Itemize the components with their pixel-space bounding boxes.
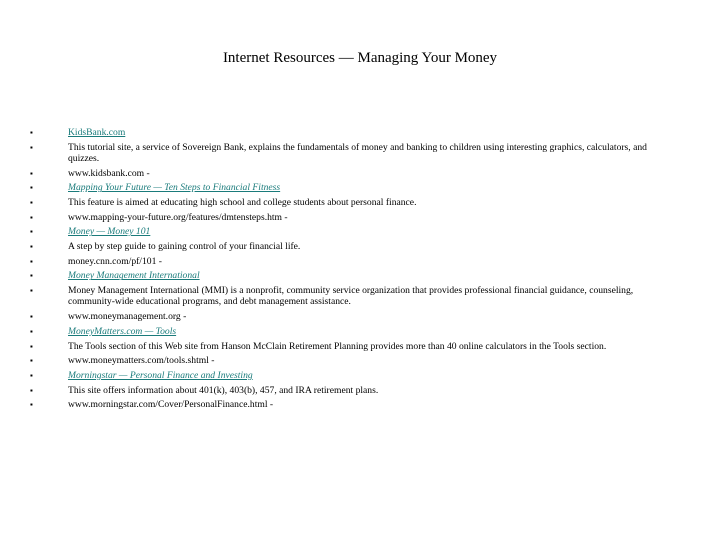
list-item bbox=[30, 168, 680, 179]
resource-list bbox=[30, 127, 680, 414]
resource-link[interactable]: Money Management International bbox=[68, 270, 200, 282]
bullet-icon: ▪ bbox=[30, 168, 33, 178]
resource-url: www.moneymanagement.org - bbox=[68, 311, 187, 323]
resource-link[interactable]: MoneyMatters.com — Tools bbox=[68, 325, 177, 337]
resource-url: www.moneymatters.com/tools.shtml - bbox=[68, 355, 215, 367]
list-item bbox=[30, 311, 680, 322]
bullet-icon: ▪ bbox=[30, 183, 33, 193]
list-item bbox=[30, 341, 680, 352]
resource-description: This feature is aimed at educating high school and college students about personal finance. bbox=[68, 197, 417, 209]
bullet-icon: ▪ bbox=[30, 128, 33, 137]
bullet-icon: ▪ bbox=[30, 312, 33, 322]
bullet-icon: ▪ bbox=[30, 212, 33, 222]
bullet-icon: ▪ bbox=[30, 385, 33, 395]
bullet-icon: ▪ bbox=[30, 341, 33, 351]
list-item bbox=[30, 197, 680, 208]
list-item bbox=[30, 385, 680, 396]
resource-url: www.mapping-your-future.org/features/dmtensteps.htm - bbox=[68, 211, 288, 223]
bullet-icon: ▪ bbox=[30, 242, 33, 252]
resource-link[interactable]: KidsBank.com bbox=[68, 127, 126, 138]
bullet-icon: ▪ bbox=[30, 286, 33, 296]
resource-description: Money Management International (MMI) is a nonprofit, community service organization that provides professional financial guidance, counseling, community-wide educational programs, and debt management assistance. bbox=[68, 285, 634, 308]
resource-url: money.cnn.com/pf/101 - bbox=[68, 255, 162, 267]
list-item bbox=[30, 370, 680, 381]
list-item bbox=[30, 142, 680, 165]
resource-description: This site offers information about 401(k), 403(b), 457, and IRA retirement plans. bbox=[68, 384, 379, 396]
bullet-icon: ▪ bbox=[30, 356, 33, 366]
resource-link[interactable]: Morningstar — Personal Finance and Investing bbox=[68, 369, 253, 381]
bullet-icon: ▪ bbox=[30, 198, 33, 208]
list-item bbox=[30, 182, 680, 193]
resource-link[interactable]: Mapping Your Future — Ten Steps to Financial Fitness bbox=[68, 182, 281, 194]
bullet-icon: ▪ bbox=[30, 227, 33, 237]
resource-url: www.kidsbank.com - bbox=[68, 167, 150, 179]
list-item bbox=[30, 241, 680, 252]
resource-link[interactable]: Money — Money 101 bbox=[68, 226, 151, 238]
list-item bbox=[30, 127, 680, 138]
resource-description: The Tools section of this Web site from Hanson McClain Retirement Planning provides more than 40 online calculators in the Tools section. bbox=[68, 340, 607, 352]
bullet-icon: ▪ bbox=[30, 256, 33, 266]
resource-url: www.morningstar.com/Cover/PersonalFinance.html - bbox=[68, 399, 274, 411]
page-title: Internet Resources — Managing Your Money bbox=[222, 50, 498, 66]
bullet-icon: ▪ bbox=[30, 271, 33, 281]
bullet-icon: ▪ bbox=[30, 370, 33, 380]
resource-description: A step by step guide to gaining control of your financial life. bbox=[68, 241, 301, 253]
list-item bbox=[30, 212, 680, 223]
list-item bbox=[30, 326, 680, 337]
bullet-icon: ▪ bbox=[30, 142, 33, 152]
bullet-icon: ▪ bbox=[30, 400, 33, 410]
list-item bbox=[30, 226, 680, 237]
list-item bbox=[30, 285, 680, 308]
bullet-icon: ▪ bbox=[30, 326, 33, 336]
list-item bbox=[30, 355, 680, 366]
list-item bbox=[30, 256, 680, 267]
list-item bbox=[30, 399, 680, 410]
resource-description: This tutorial site, a service of Sovereign Bank, explains the fundamentals of money and banking to children using interesting graphics, calculators, and quizzes. bbox=[68, 141, 647, 164]
list-item bbox=[30, 270, 680, 281]
